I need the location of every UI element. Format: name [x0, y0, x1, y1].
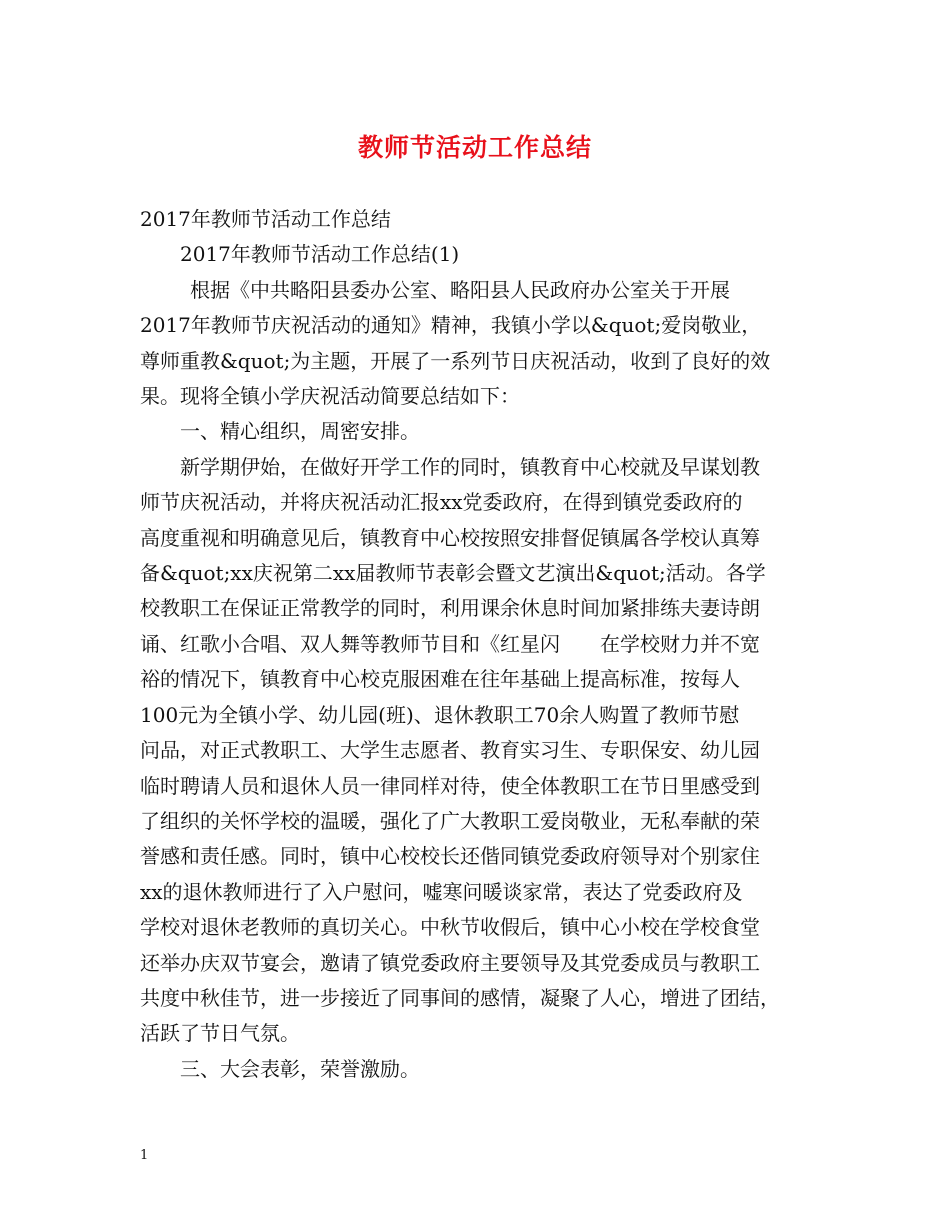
heading-line: 2017年教师节活动工作总结	[140, 207, 391, 231]
section-one-heading: 一、精心组织，周密安排。	[180, 419, 420, 444]
intro-paragraph: 根据《中共略阳县委办公室、略阳县人民政府办公室关于开展 2017年教师节庆祝活动的通知》精神，我镇小学以&quot;爱岗敬业， 尊师重教&quot;为主题，开展了一系列节日庆祝活动，收到了良好的效 果。现将全镇小学庆祝活动简要总结如下：	[140, 277, 771, 409]
page-number: 1	[140, 1148, 149, 1163]
subheading-line: 2017年教师节活动工作总结(1)	[180, 242, 460, 267]
document-body	[140, 202, 824, 1087]
document-title: 教师节活动工作总结	[357, 133, 592, 162]
line-with-gap: 诵、红歌小合唱、双人舞等教师节目和《红星闪 在学校财力并不宽	[140, 631, 760, 656]
section-three-heading: 三、大会表彰，荣誉激励。	[180, 1056, 420, 1081]
section-one-paragraph: 新学期伊始，在做好开学工作的同时，镇教育中心校就及早谋划教 师节庆祝活动，并将庆祝活动汇报xx党委政府，在得到镇党委政府的 高度重视和明确意见后，镇教育中心校按照安排督促镇属各学校认真筹 备&quot;xx庆祝第二xx届教师节表彰会暨文艺演出&quot;活动。各学 校教职工在保证正常教学的同时，利用课余休息时间加紧排练夫妻诗朗 诵、红歌小合唱、双人舞等教师节目和《红星闪 在学校财力并不宽 裕的情况下，镇教育中心校克服困难在往年基础上提高标准，按每人 100元为全镇小学、幼儿园(班)、退休教职工70余人购置了教师节慰 问品，对正式教职工、大学生志愿者、教育实习生、专职保安、幼儿园 临时聘请人员和退休人员一律同样对待，使全体教职工在节日里感受到 了组织的关怀学校的温暖，强化了广大教职工爱岗敬业，无私奉献的荣 誉感和责任感。同时，镇中心校校长还偕同镇党委政府领导对个别家住 xx的退休教师进行了入户慰问，嘘寒问暖谈家常，表达了党委政府及 学校对退休老教师的真切关心。中秋节收假后，镇中心小校在学校食堂 还举办庆双节宴会，邀请了镇党委政府主要领导及其党委成员与教职工 共度中秋佳节，进一步接近了同事间的感情，凝聚了人心，增进了团结， 活跃了节日气氛。	[140, 450, 824, 1052]
